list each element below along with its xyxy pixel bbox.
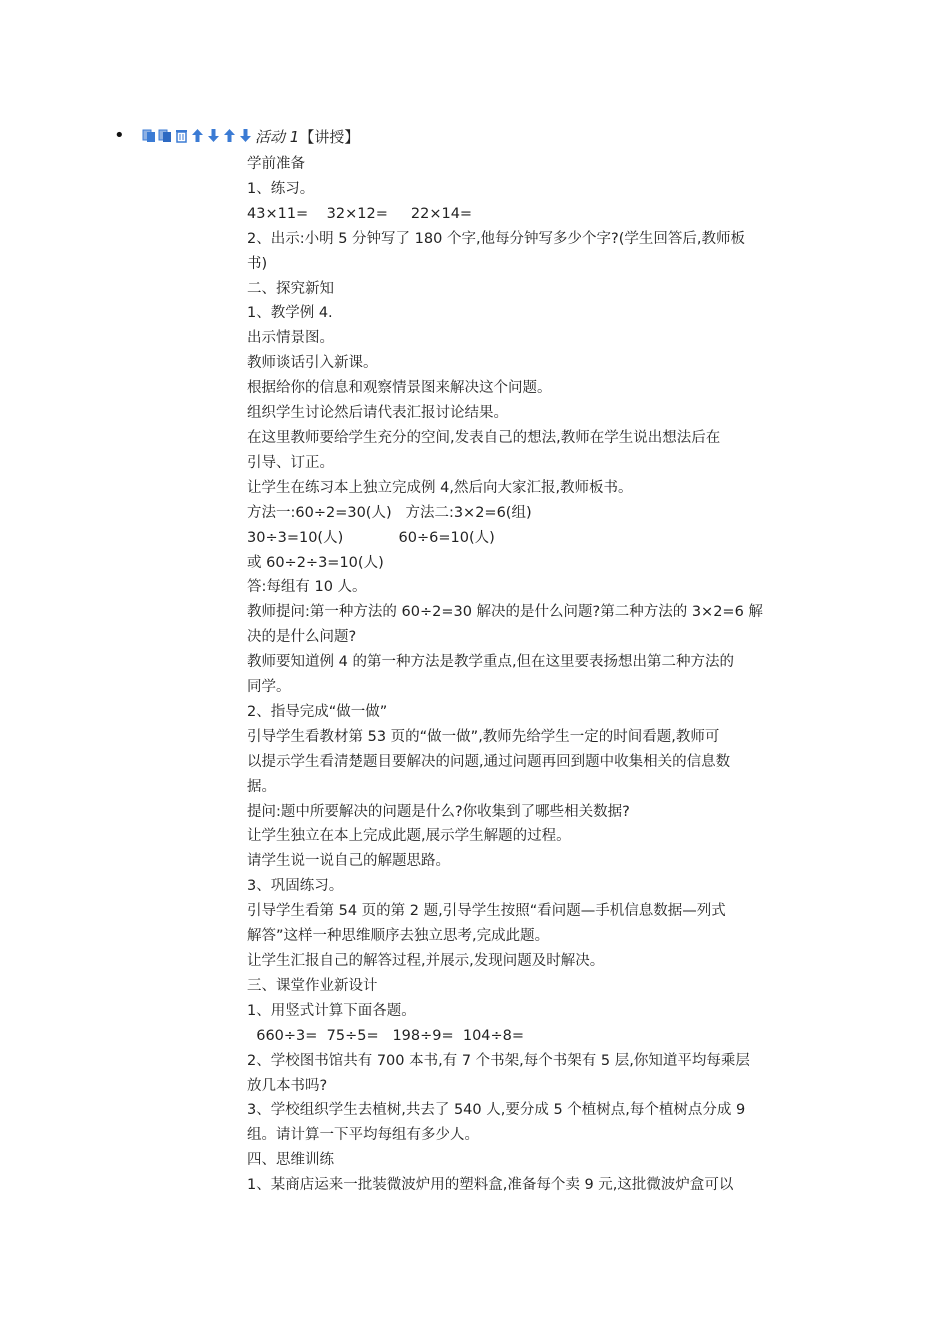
content-line: 30÷3=10(人) 60÷6=10(人) (247, 529, 495, 546)
content-line: 二、探究新知 (247, 280, 334, 297)
content-line: 出示情景图。 (247, 330, 334, 347)
content-line: 1、某商店运来一批装微波炉用的塑料盒,准备每个卖 9 元,这批微波炉盒可以 (247, 1177, 734, 1194)
content-line: 2、学校图书馆共有 700 本书,有 7 个书架,每个书架有 5 层,你知道平均每乘层 (247, 1052, 750, 1069)
content-line: 2、指导完成“做一做” (247, 703, 388, 720)
lesson-content (247, 152, 807, 1198)
content-line: 教师谈话引入新课。 (247, 355, 378, 372)
activity-tag: 【讲授】 (299, 128, 360, 146)
content-line: 2、出示:小明 5 分钟写了 180 个字,他每分钟写多少个字?(学生回答后,教师板 (247, 230, 746, 247)
content-line: 引导、订正。 (247, 454, 334, 471)
content-line: 在这里教师要给学生充分的空间,发表自己的想法,教师在学生说出想法后在 (247, 429, 721, 446)
content-line: 组。请计算一下平均每组有多少人。 (247, 1127, 479, 1144)
content-line: 书) (247, 255, 268, 272)
content-line: 43×11= 32×12= 22×14= (247, 205, 473, 222)
content-line: 1、练习。 (247, 180, 315, 197)
content-line: 3、巩固练习。 (247, 878, 344, 895)
content-line: 提问:题中所要解决的问题是什么?你收集到了哪些相关数据? (247, 803, 630, 820)
content-line: 据。 (247, 778, 276, 795)
content-line: 让学生在练习本上独立完成例 4,然后向大家汇报,教师板书。 (247, 479, 633, 496)
move-down-icon[interactable] (206, 128, 221, 143)
content-line: 660÷3= 75÷5= 198÷9= 104÷8= (247, 1027, 525, 1044)
content-line: 3、学校组织学生去植树,共去了 540 人,要分成 5 个植树点,每个植树点分成 9 (247, 1102, 746, 1119)
content-line: 引导学生看教材第 53 页的“做一做”,教师先给学生一定的时间看题,教师可 (247, 728, 720, 745)
list-bullet: • (114, 125, 125, 146)
content-line: 决的是什么问题? (247, 629, 357, 646)
move-up-icon[interactable] (222, 128, 237, 143)
content-line: 解答”这样一种思维顺序去独立思考,完成此题。 (247, 928, 550, 945)
content-line: 让学生汇报自己的解答过程,并展示,发现问题及时解决。 (247, 953, 605, 969)
content-line: 1、用竖式计算下面各题。 (247, 1002, 416, 1019)
content-line: 四、思维训练 (247, 1152, 334, 1169)
content-line: 根据给你的信息和观察情景图来解决这个问题。 (247, 380, 552, 397)
move-down-icon[interactable] (238, 128, 253, 143)
content-line: 学前准备 (247, 156, 305, 172)
content-line: 1、教学例 4. (247, 305, 333, 322)
content-line: 放几本书吗? (247, 1077, 328, 1094)
content-line: 方法一:60÷2=30(人) 方法二:3×2=6(组) (247, 504, 532, 521)
content-line: 教师要知道例 4 的第一种方法是教学重点,但在这里要表扬想出第二种方法的 (247, 654, 735, 671)
content-line: 同学。 (247, 679, 291, 696)
content-line: 让学生独立在本上完成此题,展示学生解题的过程。 (247, 828, 571, 845)
activity-title (255, 127, 359, 147)
activity-toolbar (142, 128, 253, 143)
paste-icon[interactable] (158, 128, 173, 143)
content-line: 请学生说一说自己的解题思路。 (247, 853, 450, 870)
activity-name: 活动 1 (255, 128, 300, 146)
delete-icon[interactable] (174, 128, 189, 143)
content-line: 三、课堂作业新设计 (247, 977, 378, 994)
move-up-icon[interactable] (190, 128, 205, 143)
copy-icon[interactable] (142, 128, 157, 143)
content-line: 组织学生讨论然后请代表汇报讨论结果。 (247, 405, 508, 422)
content-line: 或 60÷2÷3=10(人) (247, 554, 384, 571)
content-line: 以提示学生看清楚题目要解决的问题,通过问题再回到题中收集相关的信息数 (247, 753, 731, 770)
content-line: 教师提问:第一种方法的 60÷2=30 解决的是什么问题?第二种方法的 3×2=6 解 (247, 604, 763, 621)
content-line: 引导学生看第 54 页的第 2 题,引导学生按照“看问题—手机信息数据—列式 (247, 903, 726, 920)
content-line: 答:每组有 10 人。 (247, 579, 367, 596)
